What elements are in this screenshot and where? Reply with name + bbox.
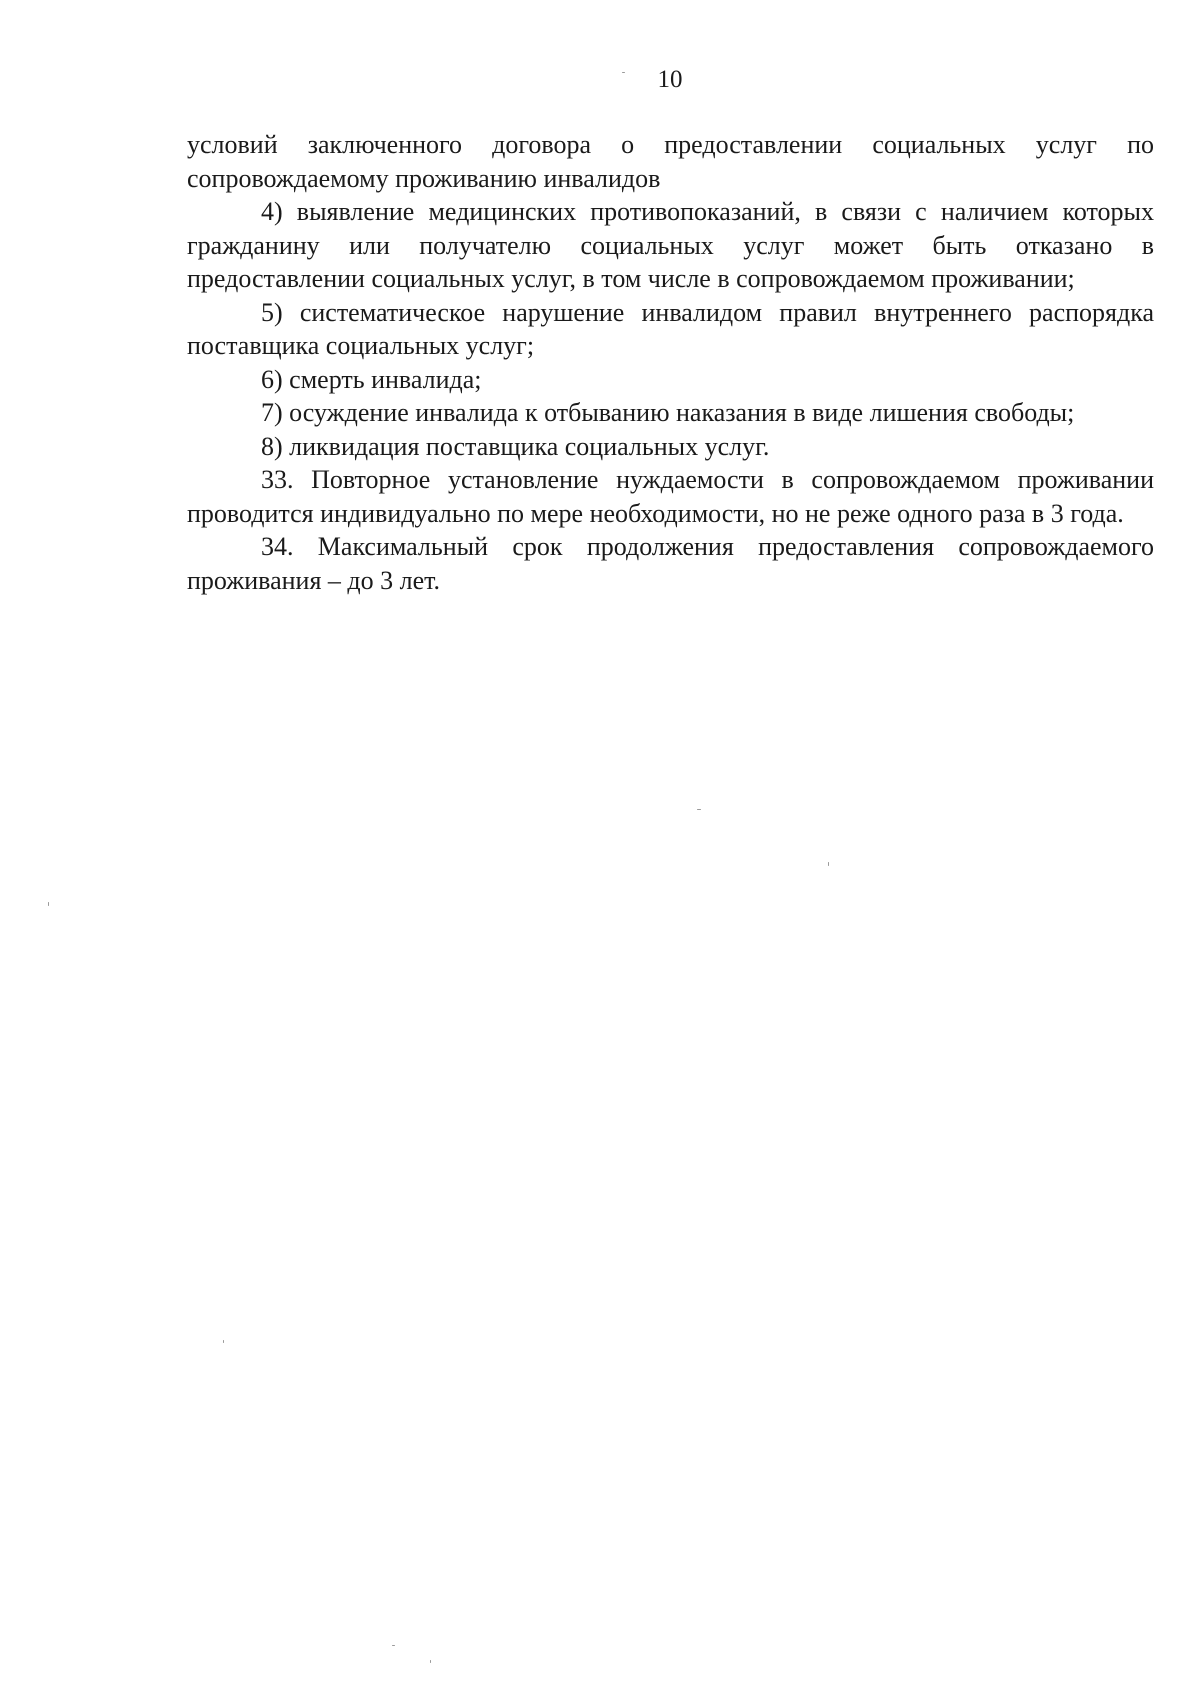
scan-speck (223, 1340, 224, 1343)
paragraph-continuation: условий заключенного договора о предоставлении социальных услуг по сопровождаемому проживанию инвалидов (187, 130, 1154, 193)
scan-speck (48, 902, 49, 906)
clause-34: 34. Максимальный срок продолжения предоставления сопровождаемого проживания – до 3 лет. (187, 532, 1154, 595)
scan-speck (828, 862, 829, 866)
scan-speck (392, 1645, 395, 1646)
scan-speck (697, 809, 701, 810)
page-number: 10 (657, 66, 683, 93)
list-item-7: 7) осуждение инвалида к отбыванию наказания в виде лишения свободы; (261, 398, 1075, 427)
scan-speck (430, 1660, 431, 1663)
list-item-8: 8) ликвидация поставщика социальных услуг. (261, 431, 770, 461)
list-item-4: 4) выявление медицинских противопоказаний, в связи с наличием которых гражданину или получателю социальных услуг может быть отказано в предоставлении социальных услуг, в том числе в сопровождаемом проживании; (187, 197, 1154, 293)
list-item-5: 5) систематическое нарушение инвалидом правил внутреннего распорядка поставщика социальных услуг; (187, 297, 1154, 360)
document-body (187, 128, 1154, 597)
clause-33: 33. Повторное установление нуждаемости в сопровождаемом проживании проводится индивидуально по мере необходимости, но не реже одного раза в 3 года. (187, 465, 1154, 528)
scan-speck (622, 72, 625, 73)
list-item-6: 6) смерть инвалида; (261, 364, 482, 394)
